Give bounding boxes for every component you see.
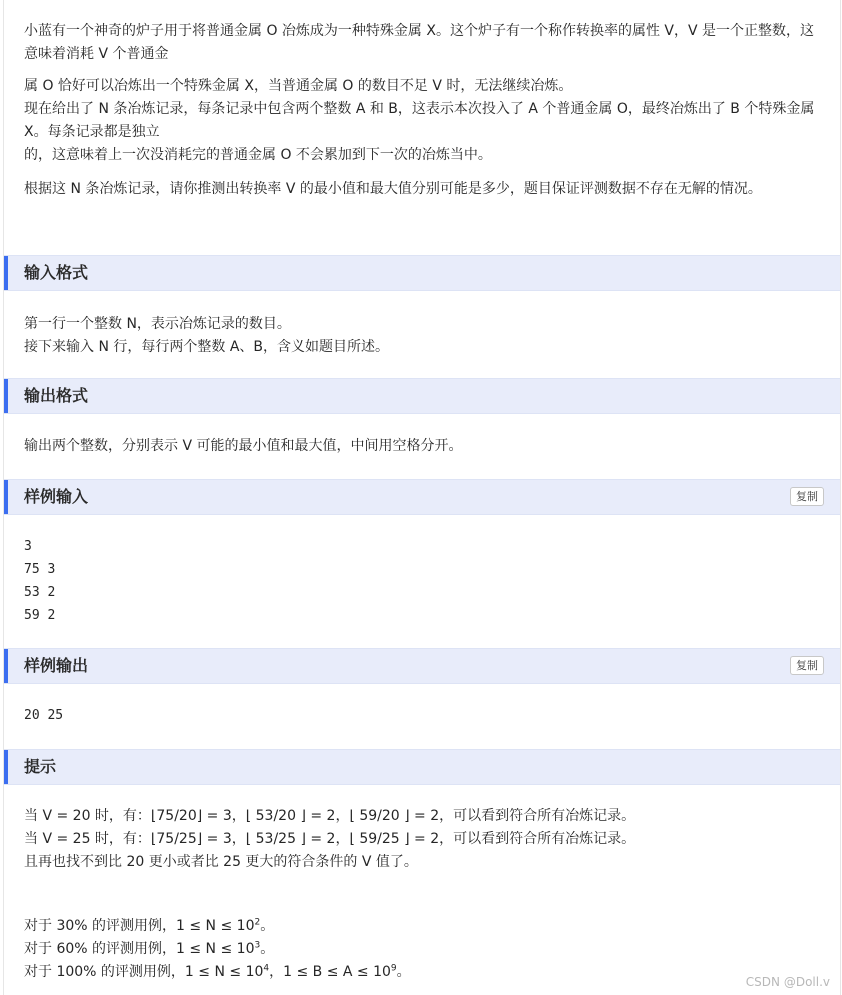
constraint-text: 。 — [260, 941, 275, 957]
input-format-line: 接下来输入 N 行，每行两个整数 A、B，含义如题目所述。 — [24, 339, 390, 355]
exponent: 4 — [263, 963, 270, 974]
code-line: 3 — [24, 539, 32, 554]
section-title: 样例输出 — [24, 656, 89, 675]
constraint-text: 对于 60% 的评测用例，1 ≤ N ≤ 10 — [24, 941, 255, 957]
description-paragraph-1: 小蓝有一个神奇的炉子用于将普通金属 O 冶炼成为一种特殊金属 X。这个炉子有一个称作转换率的属性 V，V 是一个正整数，这意味着消耗 V 个普通金 — [24, 23, 815, 62]
hint-header — [4, 749, 840, 785]
constraint-text: 对于 100% 的评测用例，1 ≤ N ≤ 10 — [24, 964, 264, 980]
output-format-content — [24, 435, 824, 458]
section-accent-bar — [4, 750, 8, 784]
section-accent-bar — [4, 480, 8, 514]
exponent: 9 — [390, 963, 397, 974]
problem-description-3 — [24, 178, 824, 201]
code-line: 75 3 — [24, 562, 56, 577]
constraint-text: 。 — [260, 918, 275, 934]
section-title: 提示 — [24, 757, 57, 776]
hint-constraints — [24, 915, 824, 984]
hint-line: 且再也找不到比 20 更小或者比 25 更大的符合条件的 V 值了。 — [24, 854, 418, 870]
constraint-text: 对于 30% 的评测用例，1 ≤ N ≤ 10 — [24, 918, 255, 934]
code-line: 20 25 — [24, 708, 64, 723]
constraint-text: 。 — [396, 964, 411, 980]
output-format-line: 输出两个整数，分别表示 V 可能的最小值和最大值，中间用空格分开。 — [24, 438, 463, 454]
code-line: 53 2 — [24, 585, 56, 600]
hint-line: 当 V = 20 时，有：⌊75/20⌋ = 3，⌊ 53/20 ⌋ = 2，⌊ 59/20 ⌋ = 2，可以看到符合所有冶炼记录。 — [24, 808, 636, 824]
hint-line: 当 V = 25 时，有：⌊75/25⌋ = 3，⌊ 53/25 ⌋ = 2，⌊ 59/25 ⌋ = 2，可以看到符合所有冶炼记录。 — [24, 831, 636, 847]
section-title: 输出格式 — [24, 386, 89, 405]
sample-input-code — [24, 535, 824, 627]
constraint-line — [24, 961, 824, 984]
constraint-line — [24, 915, 824, 938]
problem-description — [24, 20, 824, 66]
input-format-content — [24, 313, 824, 359]
section-title: 样例输入 — [24, 487, 89, 506]
input-format-header — [4, 255, 840, 291]
watermark: CSDN @Doll.v — [745, 975, 830, 989]
section-accent-bar — [4, 379, 8, 413]
section-accent-bar — [4, 256, 8, 290]
problem-page — [3, 0, 841, 995]
sample-output-code — [24, 704, 824, 727]
sample-input-header — [4, 479, 840, 515]
constraint-text: ，1 ≤ B ≤ A ≤ 10 — [269, 964, 391, 980]
section-title: 输入格式 — [24, 263, 89, 282]
sample-output-header — [4, 648, 840, 684]
output-format-header — [4, 378, 840, 414]
exponent: 3 — [254, 940, 261, 951]
description-line: 现在给出了 N 条冶炼记录，每条记录中包含两个整数 A 和 B，这表示本次投入了 A 个普通金属 O，最终冶炼出了 B 个特殊金属 X。每条记录都是独立 — [24, 101, 815, 140]
input-format-line: 第一行一个整数 N，表示冶炼记录的数目。 — [24, 316, 291, 332]
copy-sample-output-button[interactable]: 复制 — [790, 656, 824, 675]
description-paragraph-3: 根据这 N 条冶炼记录，请你推测出转换率 V 的最小值和最大值分别可能是多少，题目保证评测数据不存在无解的情况。 — [24, 181, 762, 197]
hint-content — [24, 805, 824, 874]
description-line: 属 O 恰好可以冶炼出一个特殊金属 X，当普通金属 O 的数目不足 V 时，无法继续冶炼。 — [24, 78, 573, 94]
problem-description-2 — [24, 75, 824, 167]
description-line: 的，这意味着上一次没消耗完的普通金属 O 不会累加到下一次的冶炼当中。 — [24, 147, 492, 163]
code-line: 59 2 — [24, 608, 56, 623]
exponent: 2 — [254, 917, 261, 928]
constraint-line — [24, 938, 824, 961]
section-accent-bar — [4, 649, 8, 683]
copy-sample-input-button[interactable]: 复制 — [790, 487, 824, 506]
